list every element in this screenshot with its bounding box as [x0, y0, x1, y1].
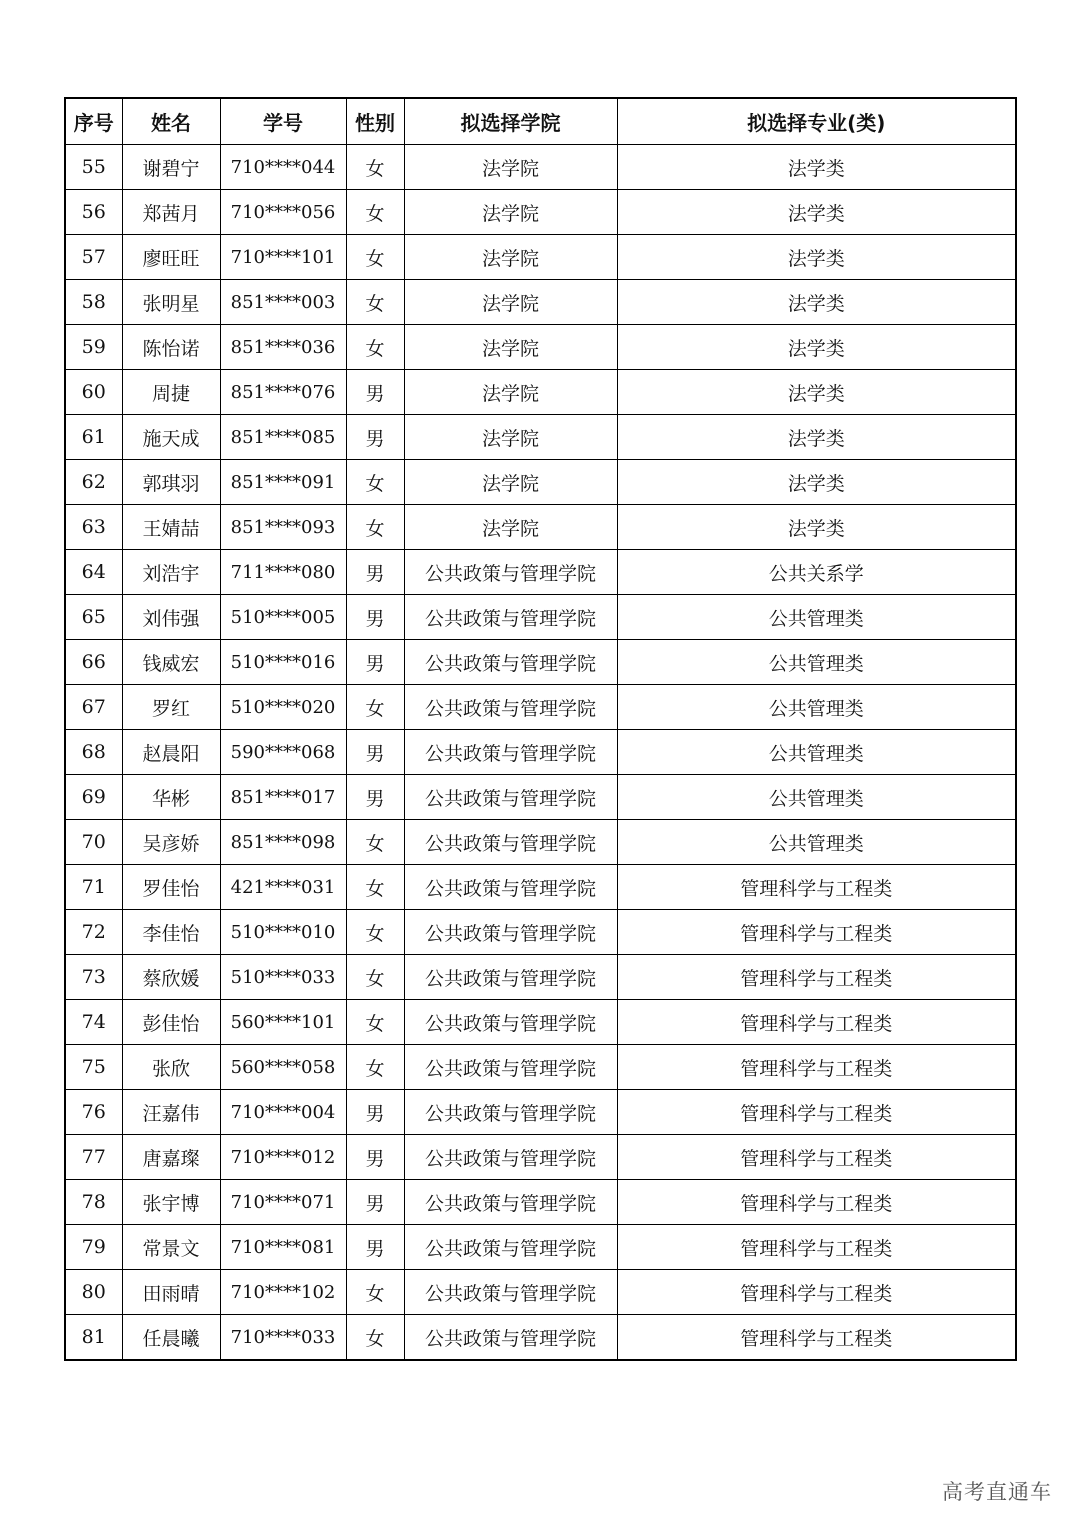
- cell-college: 公共政策与管理学院: [404, 1270, 617, 1315]
- cell-gender: 女: [346, 505, 404, 550]
- cell-no: 79: [65, 1225, 122, 1270]
- cell-gender: 男: [346, 370, 404, 415]
- table-row: [65, 640, 1016, 685]
- cell-student-id: 510****020: [220, 685, 346, 730]
- cell-no: 65: [65, 595, 122, 640]
- cell-name: 常景文: [122, 1225, 220, 1270]
- table-row: [65, 1135, 1016, 1180]
- cell-college: 公共政策与管理学院: [404, 1315, 617, 1361]
- header-student-id: 学号: [220, 98, 346, 145]
- cell-college: 法学院: [404, 370, 617, 415]
- cell-gender: 女: [346, 235, 404, 280]
- cell-no: 77: [65, 1135, 122, 1180]
- cell-no: 74: [65, 1000, 122, 1045]
- table-row: [65, 235, 1016, 280]
- cell-student-id: 710****102: [220, 1270, 346, 1315]
- cell-name: 赵晨阳: [122, 730, 220, 775]
- cell-gender: 女: [346, 1270, 404, 1315]
- cell-major: 公共管理类: [617, 685, 1016, 730]
- cell-name: 罗红: [122, 685, 220, 730]
- cell-name: 华彬: [122, 775, 220, 820]
- cell-no: 70: [65, 820, 122, 865]
- header-college: 拟选择学院: [404, 98, 617, 145]
- cell-no: 78: [65, 1180, 122, 1225]
- cell-student-id: 851****017: [220, 775, 346, 820]
- cell-gender: 男: [346, 595, 404, 640]
- header-major: 拟选择专业(类): [617, 98, 1016, 145]
- cell-major: 法学类: [617, 370, 1016, 415]
- cell-no: 67: [65, 685, 122, 730]
- cell-college: 公共政策与管理学院: [404, 910, 617, 955]
- cell-college: 公共政策与管理学院: [404, 820, 617, 865]
- cell-student-id: 710****033: [220, 1315, 346, 1361]
- cell-no: 69: [65, 775, 122, 820]
- cell-gender: 男: [346, 1135, 404, 1180]
- cell-major: 公共管理类: [617, 595, 1016, 640]
- table-row: [65, 820, 1016, 865]
- cell-name: 蔡欣媛: [122, 955, 220, 1000]
- cell-gender: 男: [346, 550, 404, 595]
- table-row: [65, 1315, 1016, 1361]
- cell-college: 公共政策与管理学院: [404, 685, 617, 730]
- cell-gender: 男: [346, 415, 404, 460]
- cell-no: 80: [65, 1270, 122, 1315]
- cell-no: 55: [65, 145, 122, 190]
- cell-student-id: 710****081: [220, 1225, 346, 1270]
- cell-gender: 女: [346, 190, 404, 235]
- cell-major: 公共管理类: [617, 775, 1016, 820]
- table-row: [65, 955, 1016, 1000]
- cell-major: 管理科学与工程类: [617, 1045, 1016, 1090]
- cell-major: 法学类: [617, 145, 1016, 190]
- cell-name: 周捷: [122, 370, 220, 415]
- cell-student-id: 851****085: [220, 415, 346, 460]
- cell-name: 王婧喆: [122, 505, 220, 550]
- cell-name: 彭佳怡: [122, 1000, 220, 1045]
- cell-student-id: 560****058: [220, 1045, 346, 1090]
- cell-major: 公共管理类: [617, 820, 1016, 865]
- table-row: [65, 685, 1016, 730]
- cell-student-id: 710****056: [220, 190, 346, 235]
- cell-major: 公共管理类: [617, 730, 1016, 775]
- cell-gender: 男: [346, 730, 404, 775]
- cell-major: 管理科学与工程类: [617, 910, 1016, 955]
- cell-no: 72: [65, 910, 122, 955]
- cell-major: 法学类: [617, 415, 1016, 460]
- cell-college: 法学院: [404, 235, 617, 280]
- cell-college: 公共政策与管理学院: [404, 955, 617, 1000]
- cell-major: 管理科学与工程类: [617, 1135, 1016, 1180]
- cell-student-id: 851****036: [220, 325, 346, 370]
- cell-no: 68: [65, 730, 122, 775]
- table-row: [65, 910, 1016, 955]
- cell-student-id: 851****076: [220, 370, 346, 415]
- cell-student-id: 510****010: [220, 910, 346, 955]
- cell-no: 58: [65, 280, 122, 325]
- cell-major: 法学类: [617, 325, 1016, 370]
- cell-no: 66: [65, 640, 122, 685]
- cell-major: 法学类: [617, 505, 1016, 550]
- cell-major: 管理科学与工程类: [617, 1180, 1016, 1225]
- cell-name: 廖旺旺: [122, 235, 220, 280]
- cell-major: 法学类: [617, 280, 1016, 325]
- table-row: [65, 1000, 1016, 1045]
- cell-college: 公共政策与管理学院: [404, 730, 617, 775]
- cell-name: 李佳怡: [122, 910, 220, 955]
- cell-name: 谢碧宁: [122, 145, 220, 190]
- cell-name: 郑茜月: [122, 190, 220, 235]
- cell-college: 法学院: [404, 280, 617, 325]
- cell-student-id: 710****044: [220, 145, 346, 190]
- table-row: [65, 370, 1016, 415]
- cell-no: 76: [65, 1090, 122, 1135]
- cell-name: 刘伟强: [122, 595, 220, 640]
- cell-student-id: 560****101: [220, 1000, 346, 1045]
- cell-college: 公共政策与管理学院: [404, 1045, 617, 1090]
- table-row: [65, 775, 1016, 820]
- roster-sheet: [64, 97, 1015, 1361]
- cell-no: 57: [65, 235, 122, 280]
- cell-no: 59: [65, 325, 122, 370]
- cell-student-id: 711****080: [220, 550, 346, 595]
- table-row: [65, 415, 1016, 460]
- header-row: [65, 98, 1016, 145]
- cell-gender: 女: [346, 1000, 404, 1045]
- table-row: [65, 1090, 1016, 1135]
- cell-major: 管理科学与工程类: [617, 1225, 1016, 1270]
- cell-major: 管理科学与工程类: [617, 955, 1016, 1000]
- cell-no: 64: [65, 550, 122, 595]
- table-row: [65, 280, 1016, 325]
- cell-major: 管理科学与工程类: [617, 1090, 1016, 1135]
- table-row: [65, 550, 1016, 595]
- table-row: [65, 505, 1016, 550]
- cell-name: 唐嘉璨: [122, 1135, 220, 1180]
- cell-gender: 女: [346, 280, 404, 325]
- cell-student-id: 421****031: [220, 865, 346, 910]
- cell-no: 56: [65, 190, 122, 235]
- cell-gender: 女: [346, 820, 404, 865]
- cell-no: 61: [65, 415, 122, 460]
- cell-gender: 女: [346, 865, 404, 910]
- cell-gender: 女: [346, 910, 404, 955]
- table-row: [65, 595, 1016, 640]
- cell-name: 刘浩宇: [122, 550, 220, 595]
- cell-name: 吴彦娇: [122, 820, 220, 865]
- cell-student-id: 510****005: [220, 595, 346, 640]
- cell-no: 63: [65, 505, 122, 550]
- cell-no: 75: [65, 1045, 122, 1090]
- cell-gender: 男: [346, 1225, 404, 1270]
- cell-name: 钱威宏: [122, 640, 220, 685]
- header-gender: 性别: [346, 98, 404, 145]
- cell-major: 管理科学与工程类: [617, 865, 1016, 910]
- table-row: [65, 1180, 1016, 1225]
- cell-gender: 女: [346, 1045, 404, 1090]
- cell-student-id: 710****012: [220, 1135, 346, 1180]
- cell-major: 法学类: [617, 190, 1016, 235]
- cell-name: 张欣: [122, 1045, 220, 1090]
- cell-student-id: 710****101: [220, 235, 346, 280]
- cell-college: 公共政策与管理学院: [404, 1000, 617, 1045]
- table-row: [65, 325, 1016, 370]
- table-body: [65, 145, 1016, 1361]
- cell-name: 郭琪羽: [122, 460, 220, 505]
- cell-college: 公共政策与管理学院: [404, 640, 617, 685]
- cell-name: 张明星: [122, 280, 220, 325]
- cell-college: 法学院: [404, 145, 617, 190]
- cell-name: 施天成: [122, 415, 220, 460]
- cell-major: 公共管理类: [617, 640, 1016, 685]
- cell-no: 81: [65, 1315, 122, 1361]
- header-name: 姓名: [122, 98, 220, 145]
- cell-gender: 女: [346, 1315, 404, 1361]
- cell-no: 62: [65, 460, 122, 505]
- cell-gender: 男: [346, 1090, 404, 1135]
- student-roster-table: [64, 97, 1017, 1361]
- table-row: [65, 1225, 1016, 1270]
- cell-major: 管理科学与工程类: [617, 1000, 1016, 1045]
- cell-name: 陈怡诺: [122, 325, 220, 370]
- cell-gender: 女: [346, 145, 404, 190]
- cell-college: 公共政策与管理学院: [404, 1090, 617, 1135]
- cell-name: 任晨曦: [122, 1315, 220, 1361]
- table-row: [65, 460, 1016, 505]
- cell-student-id: 510****033: [220, 955, 346, 1000]
- table-row: [65, 1045, 1016, 1090]
- cell-college: 公共政策与管理学院: [404, 1225, 617, 1270]
- cell-major: 公共关系学: [617, 550, 1016, 595]
- cell-college: 法学院: [404, 415, 617, 460]
- cell-student-id: 851****003: [220, 280, 346, 325]
- cell-name: 田雨晴: [122, 1270, 220, 1315]
- table-row: [65, 145, 1016, 190]
- table-row: [65, 1270, 1016, 1315]
- cell-major: 法学类: [617, 460, 1016, 505]
- cell-major: 管理科学与工程类: [617, 1270, 1016, 1315]
- cell-college: 公共政策与管理学院: [404, 775, 617, 820]
- cell-college: 公共政策与管理学院: [404, 550, 617, 595]
- cell-student-id: 510****016: [220, 640, 346, 685]
- cell-college: 法学院: [404, 190, 617, 235]
- cell-student-id: 851****098: [220, 820, 346, 865]
- cell-gender: 女: [346, 325, 404, 370]
- cell-gender: 男: [346, 640, 404, 685]
- cell-student-id: 710****071: [220, 1180, 346, 1225]
- cell-gender: 女: [346, 685, 404, 730]
- cell-no: 71: [65, 865, 122, 910]
- cell-no: 60: [65, 370, 122, 415]
- cell-student-id: 590****068: [220, 730, 346, 775]
- cell-major: 管理科学与工程类: [617, 1315, 1016, 1361]
- table-row: [65, 190, 1016, 235]
- cell-college: 公共政策与管理学院: [404, 1135, 617, 1180]
- header-no: 序号: [65, 98, 122, 145]
- cell-college: 法学院: [404, 460, 617, 505]
- cell-student-id: 710****004: [220, 1090, 346, 1135]
- cell-college: 公共政策与管理学院: [404, 595, 617, 640]
- cell-gender: 女: [346, 460, 404, 505]
- watermark-text: 高考直通车: [942, 1480, 1052, 1504]
- cell-college: 法学院: [404, 325, 617, 370]
- cell-name: 汪嘉伟: [122, 1090, 220, 1135]
- cell-gender: 女: [346, 955, 404, 1000]
- cell-student-id: 851****093: [220, 505, 346, 550]
- cell-major: 法学类: [617, 235, 1016, 280]
- cell-college: 法学院: [404, 505, 617, 550]
- cell-college: 公共政策与管理学院: [404, 865, 617, 910]
- table-header: [65, 98, 1016, 145]
- cell-gender: 男: [346, 1180, 404, 1225]
- cell-no: 73: [65, 955, 122, 1000]
- cell-student-id: 851****091: [220, 460, 346, 505]
- table-row: [65, 730, 1016, 775]
- cell-college: 公共政策与管理学院: [404, 1180, 617, 1225]
- table-row: [65, 865, 1016, 910]
- cell-gender: 男: [346, 775, 404, 820]
- cell-name: 张宇博: [122, 1180, 220, 1225]
- cell-name: 罗佳怡: [122, 865, 220, 910]
